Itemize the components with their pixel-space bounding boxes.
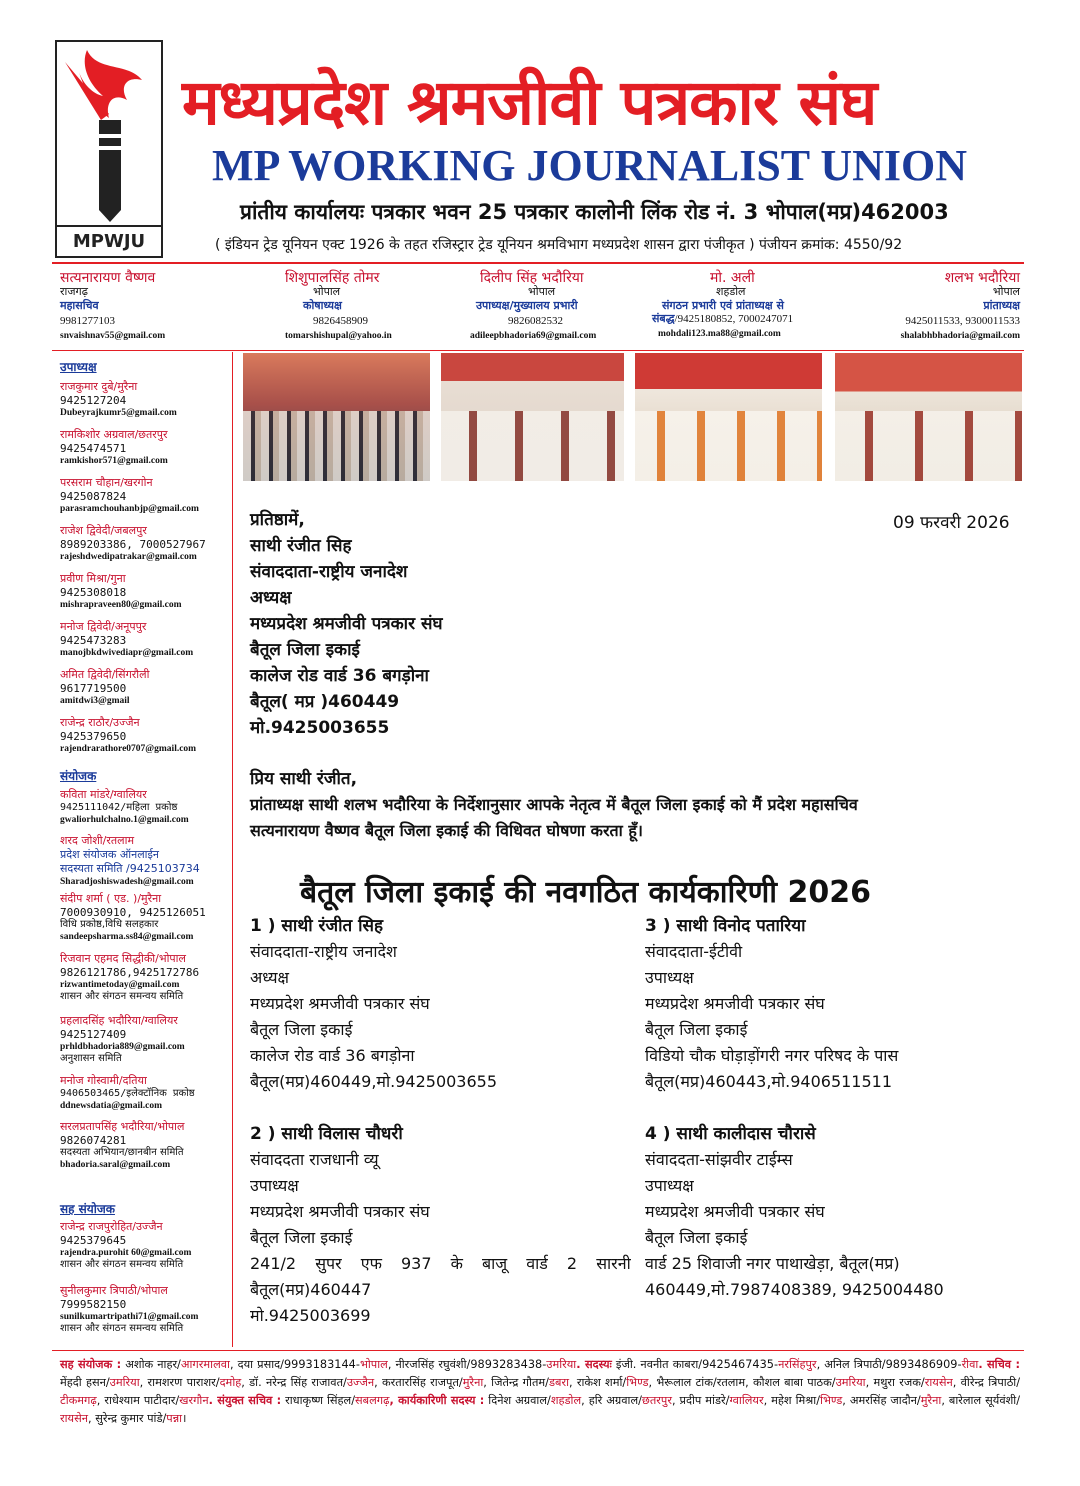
event-photo-3 [635, 353, 822, 481]
member-name: संदीप शर्मा ( एड. )/मुरैना [60, 892, 162, 905]
body-line: सत्यनारायण वैष्णव बैतूल जिला इकाई की विधिवत घोषणा करता हूँ। [250, 821, 643, 840]
recipient-line: साथी रंजीत सिह [250, 536, 352, 556]
bearer-role: महासचिव [60, 299, 99, 312]
member-name: कविता मांडरे/ग्वालियर [60, 788, 147, 801]
member-line: मध्यप्रदेश श्रमजीवी पत्रकार संघ [250, 994, 430, 1013]
member-name: राजेन्द्र राठौर/उज्जैन [60, 716, 140, 729]
member-email: parasramchouhanbjp@gmail.com [60, 504, 199, 514]
member-line: बैतूल(मप्र)460443,मो.9406511511 [645, 1072, 893, 1091]
footer-place: उज्जैन [346, 1376, 375, 1389]
event-photo-1 [243, 353, 430, 481]
footer-place: दमोह [219, 1376, 242, 1389]
member-email: amitdwi3@gmail [60, 696, 130, 706]
recipient-line: संवाददाता-राष्ट्रीय जनादेश [250, 562, 408, 582]
bearer-role: उपाध्यक्ष/मुख्यालय प्रभारी [476, 299, 578, 312]
member-line: विडियो चौक घोड़ाड़ोंगरी नगर परिषद के पास [645, 1046, 899, 1065]
footer-text: , सुरेन्द्र कुमार पांडे/ [88, 1412, 167, 1425]
sidebar-member [60, 788, 232, 834]
office-bearer-4 [652, 270, 832, 341]
footer-text: , डॉ. नरेन्द्र सिंह राजावत/ [241, 1376, 347, 1389]
sidebar-member [60, 892, 232, 952]
recipient-line: मध्यप्रदेश श्रमजीवी पत्रकार संघ [250, 614, 443, 634]
footer-place: भिण्ड [626, 1376, 649, 1389]
torch-pen-icon [57, 42, 161, 222]
salutation: प्रिय साथी रंजीत, [250, 769, 358, 789]
footer-text: , रामशरण पाराशर/ [139, 1376, 220, 1389]
sidebar-member [60, 1284, 232, 1344]
member-phone: 9826121786,9425172786 [60, 966, 200, 979]
sidebar-member [60, 668, 232, 716]
event-photo-4 [835, 353, 1022, 481]
sidebar-member [60, 476, 232, 524]
footer-text: दिनेश अग्रवाल/ [484, 1394, 551, 1407]
member-line: अध्यक्ष [250, 968, 289, 987]
sidebar-upadhyaksh [60, 358, 232, 764]
footer-text: इंजी. नवनीत काबरा/9425467435- [611, 1358, 779, 1371]
footer-place: खरगौन [179, 1394, 209, 1407]
sidebar-member [60, 952, 232, 1014]
member-line: 241/2 सुपर एफ 937 के बाजू वार्ड 2 सारनी [250, 1254, 631, 1273]
member-email: rajeshdwedipatrakar@gmail.com [60, 552, 197, 562]
bearer-email: tomarshishupal@yahoo.in [285, 331, 392, 341]
office-bearer-2 [285, 270, 455, 343]
member-role: विधि प्रकोष्ठ,विधि सलहकार [60, 919, 159, 930]
member-phone: 9406503465/इलेक्टॉनिक प्रकोष्ठ [60, 1088, 195, 1099]
member-title: 4 ) साथी कालीदास चौरासे [645, 1124, 816, 1144]
footer-place: पन्ना [166, 1412, 183, 1425]
footer-label: . संयुक्त सचिव : [208, 1394, 282, 1407]
divider [52, 262, 1024, 264]
union-title-english: MP WORKING JOURNALIST UNION [212, 141, 968, 190]
footer-place: नरसिंहपुर [778, 1358, 817, 1371]
bearer-role: प्रांताध्यक्ष [983, 299, 1020, 312]
bearer-email: adileepbhadoria69@gmail.com [470, 331, 597, 341]
member-phone: 9425308018 [60, 586, 127, 599]
member-line: मध्यप्रदेश श्रमजीवी पत्रकार संघ [250, 1202, 430, 1221]
footer-text: , अनिल त्रिपाठी/9893486909- [816, 1358, 962, 1371]
member-line: 460449,मो.7987408389, 9425004480 [645, 1280, 944, 1299]
member-line: संवाददता राजधानी व्यू [250, 1150, 379, 1169]
member-email: Sharadjoshiswadesh@gmail.com [60, 877, 194, 887]
footer-place: रीवा [961, 1358, 979, 1371]
member-line: बैतूल जिला इकाई [645, 1020, 748, 1039]
event-photo-2 [441, 353, 624, 481]
footer-text: , नीरजसिंह रघुवंशी/9893283438- [387, 1358, 547, 1371]
member-name: सरलप्रतापसिंह भदौरिया/भोपाल [60, 1120, 185, 1133]
recipient-line: कालेज रोड वार्ड 36 बगड़ोना [250, 666, 429, 686]
bearer-phone: 9826458909 [313, 315, 368, 327]
footer-text: , मथुरा रजक/ [865, 1376, 925, 1389]
bearer-name: मो. अली [710, 270, 755, 286]
committee-heading: बैतूल जिला इकाई की नवगठित कार्यकारिणी 2026 [300, 875, 871, 910]
member-card-1 [250, 913, 497, 1095]
member-email: rizwantimetoday@gmail.com [60, 980, 180, 990]
member-line: संवाददता-सांझवीर टाईम्स [645, 1150, 793, 1169]
footer-place: सबलगढ़ [355, 1394, 390, 1407]
member-phone: 8989203386, 7000527967 [60, 538, 206, 551]
footer-text: अशोक नाहर/ [121, 1358, 181, 1371]
footer-text: , बारेलाल सूर्यवंशी/ [941, 1394, 1021, 1407]
bearer-name: शलभ भदौरिया [944, 270, 1020, 286]
member-name: सुनीलकुमार त्रिपाठी/भोपाल [60, 1284, 168, 1297]
member-card-4 [645, 1121, 944, 1303]
recipient-line: अध्यक्ष [250, 588, 292, 608]
office-bearer-1 [60, 270, 250, 343]
recipient-line: बैतूल( मप्र )460449 [250, 692, 400, 712]
member-email: prhldbhadoria889@gmail.com [60, 1042, 185, 1052]
sidebar-member [60, 1120, 232, 1182]
member-phone: 9425474571 [60, 442, 127, 455]
member-name: मनोज गोस्वामी/दतिया [60, 1074, 147, 1087]
footer-place: शहडोल [550, 1394, 582, 1407]
bearer-place: राजगढ़ [60, 286, 88, 298]
member-email: ddnewsdatia@gmail.com [60, 1101, 162, 1111]
member-email: manojbkdwivediapr@gmail.com [60, 648, 194, 658]
footer-text: , प्रदीप मांडरे/ [671, 1394, 730, 1407]
footer-place: भिण्ड [820, 1394, 843, 1407]
recipient-line: प्रतिष्ठामें, [250, 510, 305, 530]
member-line: बैतूल(मप्र)460449,मो.9425003655 [250, 1072, 498, 1091]
body-line: प्रांताध्यक्ष साथी शलभ भदौरिया के निर्देशानुसार आपके नेतृत्व में बैतूल जिला इकाई को मैं प्रदेश महासचिव [250, 795, 858, 814]
footer-text: मेंहदी हसन/ [60, 1376, 110, 1389]
member-line: कालेज रोड वार्ड 36 बगड़ोना [250, 1046, 415, 1065]
sidebar-member [60, 428, 232, 476]
office-bearer-3 [470, 270, 640, 343]
member-phone: 9425473283 [60, 634, 127, 647]
member-line: मध्यप्रदेश श्रमजीवी पत्रकार संघ [645, 1202, 825, 1221]
member-line: मध्यप्रदेश श्रमजीवी पत्रकार संघ [645, 994, 825, 1013]
footer-place: उमरिया [109, 1376, 140, 1389]
member-email: bhadoria.saral@gmail.com [60, 1160, 171, 1170]
member-title: 2 ) साथी विलास चौधरी [250, 1124, 403, 1144]
footer-place: रायसेन [924, 1376, 953, 1389]
member-name: राजेश द्विवेदी/जबलपुर [60, 524, 147, 537]
member-email: mishrapraveen80@gmail.com [60, 600, 182, 610]
member-role: शासन और संगठन समन्वय समिति [60, 1259, 184, 1270]
recipient-line: मो.9425003655 [250, 718, 390, 738]
bearer-place: भोपाल [992, 286, 1020, 298]
footer-place: डबरा [548, 1376, 569, 1389]
member-name: परसराम चौहान/खरगोन [60, 476, 153, 489]
office-bearer-5 [870, 270, 1020, 343]
member-card-2 [250, 1121, 631, 1329]
member-phone: 9425127204 [60, 394, 127, 407]
bearer-phone: 9826082532 [508, 315, 563, 327]
section-heading: संयोजक [60, 769, 97, 783]
bearer-phone: 9981277103 [60, 315, 115, 327]
bearer-name: सत्यनारायण वैष्णव [60, 270, 156, 286]
footer-place: ग्वालियर [729, 1394, 764, 1407]
footer-label: सह संयोजक : [60, 1358, 122, 1371]
member-title: 1 ) साथी रंजीत सिह [250, 916, 384, 936]
footer-place: भोपाल [359, 1358, 388, 1371]
footer-text: , हरि अग्रवाल/ [581, 1394, 642, 1407]
member-email: sandeepsharma.ss84@gmail.com [60, 932, 194, 942]
footer-text: , अमरसिंह जादौन/ [842, 1394, 921, 1407]
member-line: उपाध्यक्ष [250, 1176, 299, 1195]
sidebar-member [60, 524, 232, 572]
member-phone: 7999582150 [60, 1298, 127, 1311]
member-name: प्रवीण मिश्रा/गुना [60, 572, 126, 585]
footer-place: छतरपुर [641, 1394, 672, 1407]
sidebar-member [60, 620, 232, 668]
footer-place: मुरैना [920, 1394, 942, 1407]
member-name: प्रहलादसिंह भदौरिया/ग्वालियर [60, 1014, 178, 1027]
sidebar-sah-sanyojak [60, 1200, 232, 1344]
footer-label: , कार्यकारिणी सदस्य : [389, 1394, 485, 1407]
office-address: प्रांतीय कार्यालयः पत्रकार भवन 25 पत्रकार कालोनी लिंक रोड नं. 3 भोपाल(मप्र)462003 [240, 200, 949, 224]
footer-text: , दया प्रसाद/9993183144- [229, 1358, 360, 1371]
registration-line: ( इंडियन ट्रेड यूनियन एक्ट 1926 के तहत रजिस्ट्रार ट्रेड यूनियन श्रमविभाग मध्यप्रदेश शासन द्वारा पंजीकृत ) पंजीयन क्रमांक: 4550/92 [215, 237, 903, 253]
member-line: बैतूल जिला इकाई [250, 1228, 353, 1247]
bearer-email: mohdali123.ma88@gmail.com [658, 329, 781, 339]
sidebar-member [60, 716, 232, 764]
member-name: मनोज द्विवेदी/अनूपपुर [60, 620, 147, 633]
footer-place: टीकमगढ़ [60, 1394, 97, 1407]
logo-text: MPWJU [57, 225, 161, 252]
bearer-place: भोपाल [528, 286, 556, 298]
member-card-3 [645, 913, 898, 1095]
bearer-role: संगठन प्रभारी एवं प्रांताध्यक्ष से [662, 299, 784, 312]
footer-text: । [182, 1412, 187, 1425]
member-name: शरद जोशी/रतलाम [60, 834, 135, 847]
footer-place: मुरैना [462, 1376, 484, 1389]
member-phone: 7000930910, 9425126051 [60, 906, 206, 919]
member-email: Dubeyrajkumr5@gmail.com [60, 408, 177, 418]
bearer-phone: 9425011533, 9300011533 [905, 315, 1020, 327]
member-line: उपाध्यक्ष [645, 968, 694, 987]
member-phone: 9425379645 [60, 1234, 127, 1247]
sidebar-member [60, 834, 232, 892]
member-phone: 9425087824 [60, 490, 127, 503]
member-email: rajendra.purohit 60@gmail.com [60, 1248, 192, 1258]
member-line: बैतूल जिला इकाई [645, 1228, 748, 1247]
footer-text: , राकेश शर्मा/ [569, 1376, 627, 1389]
member-role: शासन और संगठन समन्वय समिति [60, 1323, 184, 1334]
member-line: मो.9425003699 [250, 1306, 371, 1325]
footer-place: आगरमालवा [180, 1358, 230, 1371]
bearer-role: कोषाध्यक्ष [303, 299, 342, 312]
member-phone: 9425111042/महिला प्रकोष्ठ [60, 802, 178, 813]
member-phone: 9425127409 [60, 1028, 127, 1041]
footer-label: . सचिव : [978, 1358, 1020, 1371]
sidebar-member [60, 1014, 232, 1074]
sidebar-member [60, 1220, 232, 1284]
footer-members [60, 1356, 1020, 1428]
bearer-role-2: संबद्ध [652, 312, 675, 325]
divider [52, 350, 1024, 351]
member-phone: 9425379650 [60, 730, 127, 743]
footer-text: , राधेश्याम पाटीदार/ [96, 1394, 180, 1407]
footer-label: . सदस्यः [576, 1358, 612, 1371]
footer-text: , वीरेन्द्र त्रिपाठी/ [952, 1376, 1021, 1389]
union-logo [55, 40, 163, 258]
bearer-email: snvaishnav55@gmail.com [60, 331, 166, 341]
recipient-line: बैतूल जिला इकाई [250, 640, 360, 660]
bearer-name: शिशुपालसिंह तोमर [285, 270, 380, 286]
member-line: संवाददाता-ईटीवी [645, 942, 743, 961]
footer-text: , भैरूलाल टांक/रतलाम, कौशल बाबा पाठक/ [648, 1376, 836, 1389]
bearer-name: दिलीप सिंह भदौरिया [480, 270, 584, 286]
footer-text: राधाकृष्ण सिंहल/ [281, 1394, 356, 1407]
section-heading: सह संयोजक [60, 1202, 115, 1216]
member-email: sunilkumartripathi71@gmail.com [60, 1312, 199, 1322]
member-line: उपाध्यक्ष [645, 1176, 694, 1195]
bearer-phone: /9425180852, 7000247071 [674, 313, 794, 325]
sidebar-divider [232, 352, 233, 1347]
member-email: ramkishor571@gmail.com [60, 456, 168, 466]
member-email: gwaliorhulchalno.1@gmail.com [60, 815, 189, 825]
member-name: राजकुमार दुबे/मुरैना [60, 380, 138, 393]
member-name: रिजवान एहमद सिद्धीकी/भोपाल [60, 952, 186, 965]
footer-place: रायसेन [60, 1412, 89, 1425]
footer-text: , जितेन्द्र गौतम/ [483, 1376, 549, 1389]
sidebar-sanyojak [60, 767, 232, 1182]
footer-place: उमरिया [835, 1376, 866, 1389]
member-role: प्रदेश संयोजक ऑनलाईन [60, 848, 160, 861]
footer-text: , करतारसिंह राजपूत/ [374, 1376, 463, 1389]
member-line: वार्ड 25 शिवाजी नगर पाथाखेड़ा, बैतूल(मप्र) [645, 1254, 900, 1273]
bearer-phone-line [652, 312, 832, 326]
member-phone: 9617719500 [60, 682, 127, 695]
divider [52, 1350, 1024, 1351]
sidebar-member [60, 1074, 232, 1120]
member-phone: 9826074281 [60, 1134, 127, 1147]
member-title: 3 ) साथी विनोद पतारिया [645, 916, 806, 936]
member-role: सदस्यता अभियान/छानबीन समिति [60, 1147, 184, 1158]
bearer-email: shalabhbhadoria@gmail.com [900, 331, 1020, 341]
union-title-hindi: मध्यप्रदेश श्रमजीवी पत्रकार संघ [182, 66, 877, 139]
member-role: अनुशासन समिति [60, 1053, 122, 1064]
letter-body [250, 766, 858, 844]
member-role: शासन और संगठन समन्वय समिति [60, 991, 184, 1002]
member-role: सदस्यता समिति /9425103734 [60, 862, 200, 875]
bearer-place: भोपाल [313, 286, 341, 298]
section-heading: उपाध्यक्ष [60, 360, 97, 374]
member-line: संवाददाता-राष्ट्रीय जनादेश [250, 942, 397, 961]
member-name: अमित द्विवेदी/सिंगरौली [60, 668, 150, 681]
bearer-place: शहडोल [716, 286, 746, 298]
sidebar-member [60, 572, 232, 620]
member-email: rajendrarathore0707@gmail.com [60, 744, 197, 754]
member-line: बैतूल जिला इकाई [250, 1020, 353, 1039]
recipient-block [250, 507, 443, 741]
footer-place: उमरिया [546, 1358, 577, 1371]
member-name: राजेन्द्र राजपुरोहित/उज्जैन [60, 1220, 163, 1233]
member-line: बैतूल(मप्र)460447 [250, 1280, 372, 1299]
member-name: रामकिशोर अग्रवाल/छतरपुर [60, 428, 168, 441]
footer-text: , महेश मिश्रा/ [763, 1394, 821, 1407]
letter-date: 09 फरवरी 2026 [893, 513, 1010, 533]
sidebar-member [60, 380, 232, 428]
